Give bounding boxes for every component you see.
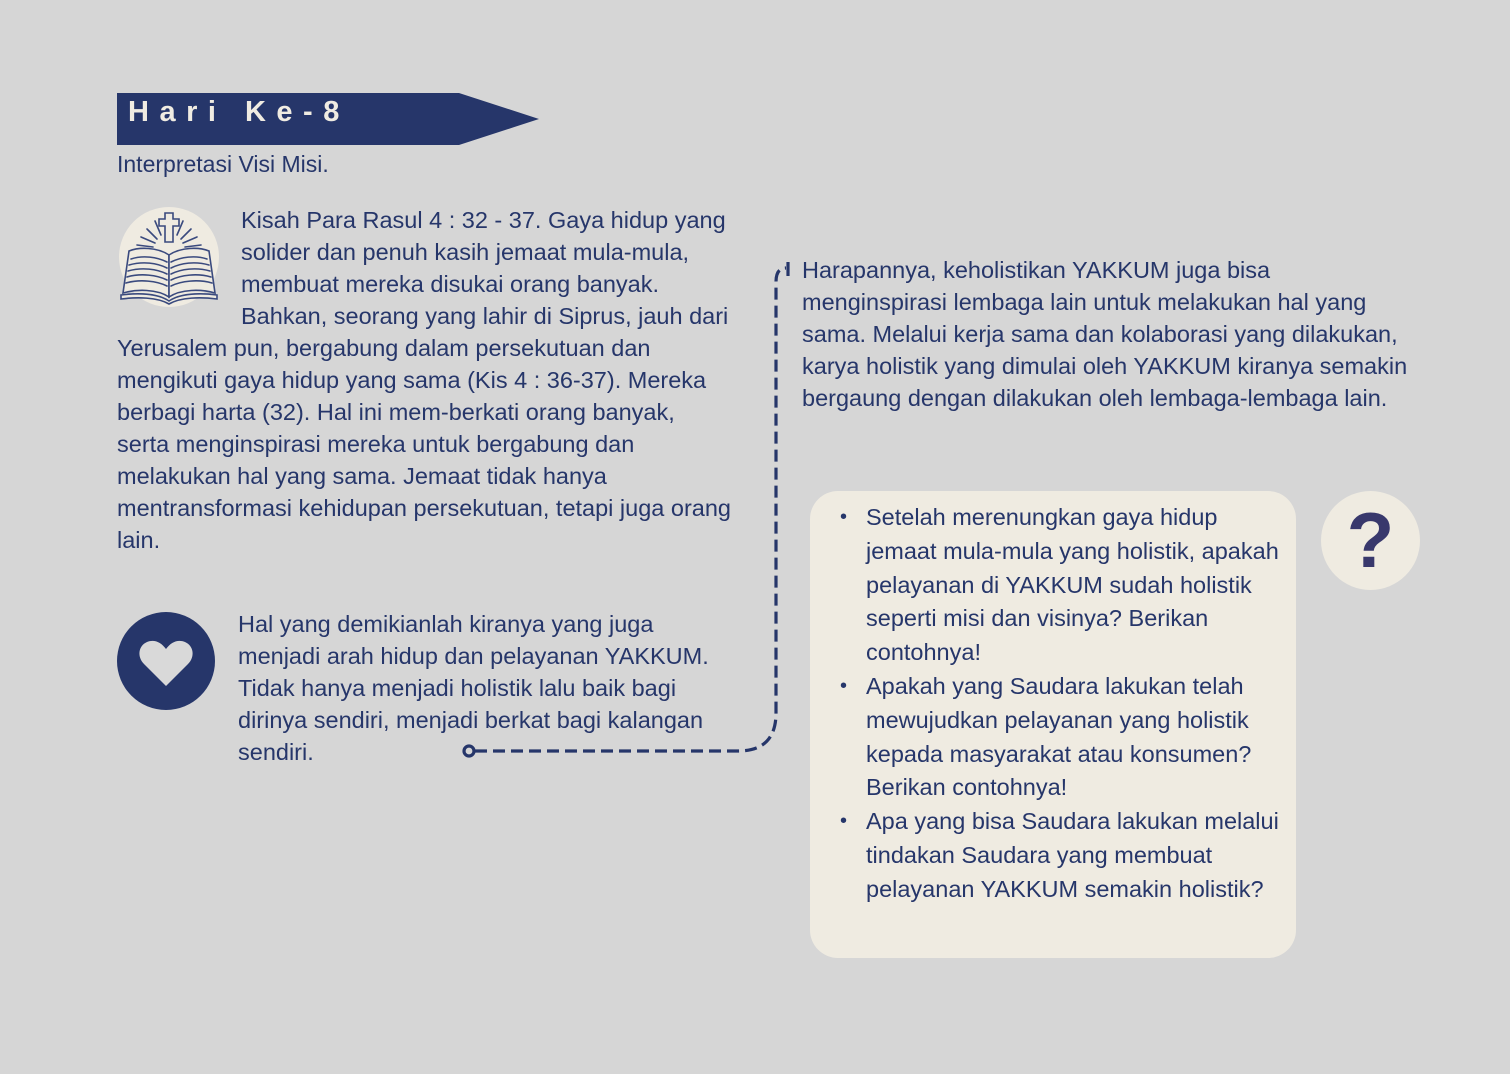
question-text: Apa yang bisa Saudara lakukan melalui tindakan Saudara yang membuat pelayanan YAKKUM semakin holistik?: [866, 808, 1279, 902]
page-subtitle: Interpretasi Visi Misi.: [117, 151, 329, 177]
question-item: [838, 805, 1288, 906]
question-text: Setelah merenungkan gaya hidup jemaat mula-mula yang holistik, apakah pelayanan di YAKKUM sudah holistik seperti misi dan visinya? Berikan contohnya!: [866, 504, 1279, 666]
reflection-questions-box: [810, 491, 1296, 958]
question-text: Apakah yang Saudara lakukan telah mewujudkan pelayanan yang holistik kepada masyarakat atau konsumen? Berikan contohnya!: [866, 672, 1252, 801]
bullet: •: [840, 810, 848, 833]
bullet: •: [840, 506, 848, 528]
day-title: Hari Ke-8: [128, 96, 350, 128]
heart-icon: [117, 612, 215, 710]
question-item: [838, 501, 1288, 670]
hope-paragraph: Harapannya, keholistikan YAKKUM juga bisa menginspirasi lembaga lain untuk melakukan hal yang sama. Melalui kerja sama dan kolaborasi yang dilakukan, karya holistik yang dimulai oleh YAKKUM kiranya semakin bergaung dengan dilakukan oleh lembaga-lembaga lain.: [802, 257, 1408, 411]
bullet: •: [840, 674, 848, 697]
question-list: [838, 501, 1288, 907]
scripture-text: Kisah Para Rasul 4 : 32 - 37. Gaya hidup yang solider dan penuh kasih jemaat mula-mula, membuat mereka disukai orang banyak. Bahkan, seorang yang lahir di Siprus, jauh dari Yerusalem pun, bergabung dalam persekutuan dan mengikuti gaya hidup yang sama (Kis 4 : 36-37). Mereka berbagi harta (32). Hal ini mem-berkati orang banyak, serta menginspirasi mereka untuk bergabung dan melakukan hal yang sama. Jemaat tidak hanya mentransformasi kehidupan persekutuan, tetapi juga orang lain.: [117, 207, 731, 553]
question-item: [838, 670, 1288, 805]
question-mark-icon: ?: [1321, 491, 1420, 590]
icon-wrap-spacer: [117, 204, 241, 332]
direction-paragraph: Hal yang demikianlah kiranya yang juga menjadi arah hidup dan pelayanan YAKKUM. Tidak hanya menjadi holistik lalu baik bagi dirinya sendiri, menjadi berkat bagi kalangan sendiri.: [238, 611, 709, 765]
scripture-paragraph: [117, 204, 732, 556]
day-banner: [117, 93, 539, 145]
